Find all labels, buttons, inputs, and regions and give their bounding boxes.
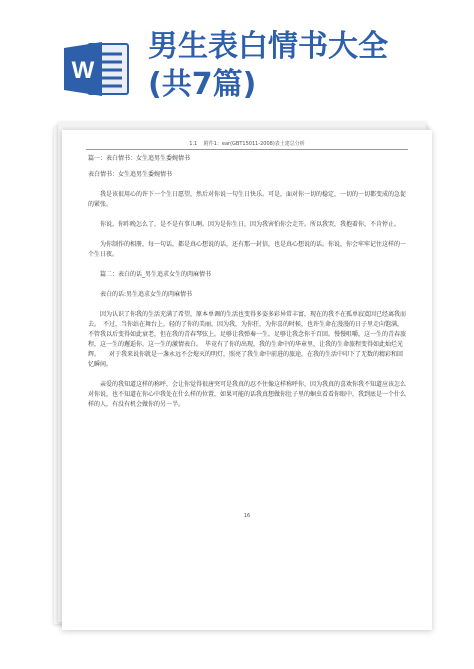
section-heading: 篇二：表白的话_男生追求女生的肉麻情书	[100, 271, 212, 278]
paragraph: 亲爱的我知道这样的称呼，会让你觉得很唐突可是我真的忍不住像这样称呼你，因为我真的喜欢你我不知道应该怎么对你说，也不知道在你心中我处在什么样的位置，如果可能的话我真想做你肚子里的蛔虫看看你眼中，我到底是一个什么样的人，有没有机会做你的另一半。	[88, 381, 407, 408]
paragraph: 你说，你昨晚怎么了，是不是有事儿啊。因为是你生日，因为我害怕你会走开。所以我哭，我抱着你，不肯停止。	[100, 221, 401, 228]
page-title	[148, 28, 388, 104]
running-header: 1.1 附件1：ear(GBT15011-2008)表土建总分析	[189, 141, 305, 147]
section-subheading: 表白情书：女生追男生委婉情书	[88, 171, 173, 178]
header-banner	[0, 0, 474, 128]
paragraph: 我是该很用心的许下一个生日愿望，然后对你说一句生日快乐。可是，面对你一切的稳定，一切的一切都变成的急促的紧张。	[88, 191, 407, 208]
title-line-1: 男生表白情书大全	[148, 29, 388, 64]
section-subheading: 表白的话:男生追求女生的肉麻情书	[100, 291, 193, 298]
document-body	[88, 154, 408, 420]
word-icon	[64, 40, 130, 98]
section-heading: 篇一：表白情书：女生追男生委婉情书	[88, 155, 191, 162]
paragraph: 为你制作的相册，每一句话，都是真心想说的话，还有那一封信，也是真心想说的话。你说，你会牢牢记住这样的一个生日夜。	[88, 241, 407, 258]
word-icon-letter: W	[71, 57, 95, 84]
header-rule	[86, 149, 408, 150]
paragraph: 因为认识了你我的生活充满了希望，原本单调的生活也变得多姿多彩异常丰富，现在的我不在孤单寂寞因已经离我而去。 不过，当你站在舞台上，轻的了你的美丽，因为我，为你狂，为你喜的时候，也许生命在漫漫的日子里走向饱满，不管我以后变得如此衰老，但在我的青春琴弦上，足够让我弹奏一生。足够让我念你千百回。慢慢咀嚼，这一生的青春旅程，这一生的邂逅你，这一生的激情表白。 毕竟有了你的出现，我的生命中的华章里，让我的生命旅程变得如此灿烂光辉。 对于我来说你就是一盏永远不会熄灭的明灯，照亮了我生命中前进的旅途，在我的生活中印下了无数的精彩和回忆瞬间。	[88, 311, 407, 368]
page-number: 16	[243, 513, 251, 519]
document-page	[62, 130, 432, 630]
title-line-2: (共7篇)	[148, 67, 257, 102]
